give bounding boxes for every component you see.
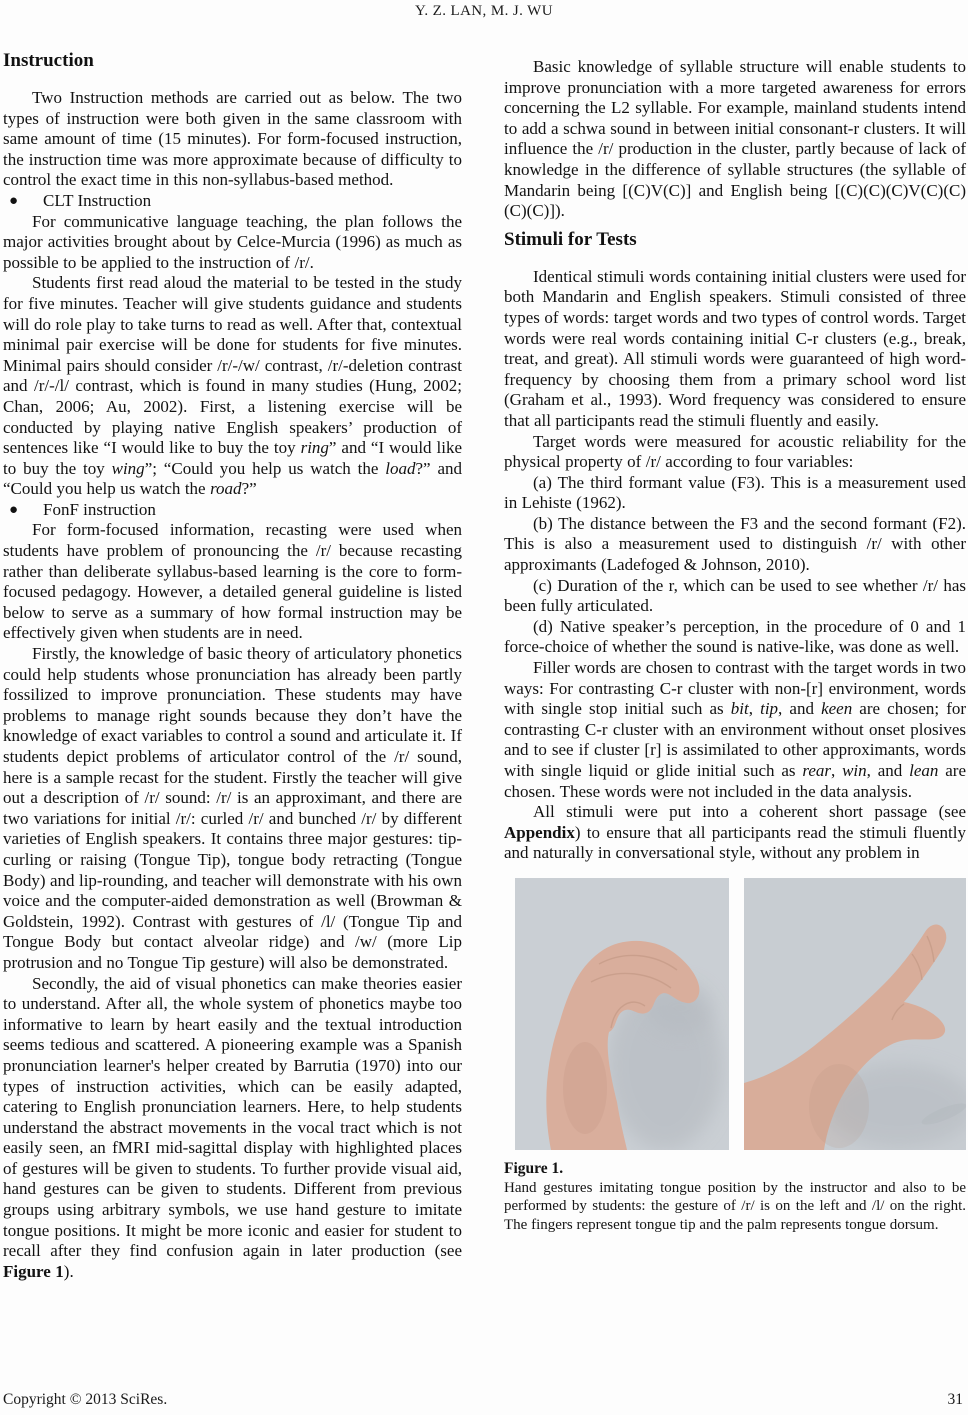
paragraph: (c) Duration of the r, which can be used to see whether /r/ has been fully articulated. — [504, 575, 966, 616]
bullet-item — [3, 191, 462, 212]
paragraph: Basic knowledge of syllable structure will enable students to improve pronunciation with a more targeted awareness for errors concerning the L2 syllable. For example, mainland students intend to add a schwa sound in between initial consonant-r clusters. It will influence the /r/ production in the cluster, partly because of lack of knowledge in the difference of syllable structures (the syllable of Mandarin being [(C)V(C)] and English being [(C)(C)(C)V(C)(C)(C)(C)]). — [504, 57, 966, 221]
hand-gesture-l-photo — [744, 878, 966, 1150]
paragraph: Secondly, the aid of visual phonetics can make theories easier to understand. After all, the whole system of phonetics maybe too informative to learn by heart easily and the textual introduction seems tedious and scattered. A pioneering example was a Spanish pronunciation learner's helper created by Barrutia (1970) into our types of instruction activities, which can be easily adapted, catering to English pronunciation learners. Here, to help students understand the abstract movements in the vocal tract which is not easily seen, an fMRI mid-sagittal display with highlighted places of gestures will be given to students. To further provide visual aid, hand gestures can be given to students. Different from previous groups using arbitrary symbols, we use hand gesture to imitate tongue positions. It might be more iconic and easier for student to recall after they find confusion again in later production (see Figure 1). — [3, 973, 462, 1281]
paragraph: Firstly, the knowledge of basic theory of articulatory phonetics could help students whose pronunciation has already been partly fossilized to improve pronunciation. These students may have problems to manage right sounds because they don’t have the knowledge of exact variables to control a sound and articulate it. If students depict problems of articulator control of the /r/ sound, here is a sample recast for the student. Firstly the teacher will give out a description of /r/ sound: /r/ is an approximant, and there are two variations for initial /r/: curled /r/ and bunched /r/ by different varieties of English speakers. It contains three major gestures: tip-curling or raising (Tongue Tip), tongue body retracting (Tongue Body) and lip-rounding, and teacher will demonstrate with his own voice and the computer-aided demonstration as well (Browman & Goldstein, 1992). Contrast with gestures of /l/ (Tongue Tip and Tongue Body but contact alveolar ridge) and /w/ (more Lip protrusion and no Tongue Tip gesture) will also be demonstrated. — [3, 644, 462, 972]
paragraph: (b) The distance between the F3 and the second formant (F2). This is also a measurement used to distinguish /r/ with other approximants (Ladefoged & Johnson, 2010). — [504, 513, 966, 575]
running-title: Y. Z. LAN, M. J. WU — [415, 3, 553, 19]
paragraph: Students first read aloud the material to be tested in the study for five minutes. Teacher will give students guidance and students will do role play to take turns to read as well. After that, contextual minimal pair exercise will be done for students for five minutes. Minimal pairs should consider /r/-/w/ contrast, /r/-deletion contrast and /r/-/l/ contrast, which is found in many studies (Hung, 2002; Chan, 2006; Au, 2002). First, a listening exercise will be conducted by playing native English speakers’ production of sentences like “I would like to buy the toy ring” and “I would like to buy the toy wing”; “Could you help us watch the load?” and “Could you help us watch the road?” — [3, 273, 463, 499]
right-column-text — [504, 57, 966, 864]
figure-1 — [504, 878, 966, 1234]
figure-caption: Hand gestures imitating tongue position by the instructor and also to be performed by students: the gesture of /r/ is on the left and /l/ on the right. The fingers represent tongue tip and the palm represents tongue dorsum. — [504, 1179, 966, 1233]
section-heading: Stimuli for Tests — [504, 228, 637, 250]
section-heading: Instruction — [3, 50, 94, 71]
bullet-label: CLT Instruction — [43, 190, 152, 210]
left-column — [3, 50, 462, 1282]
paragraph: Filler words are chosen to contrast with the target words in two ways: For contrasting C-r cluster with non-[r] environment, words with single stop initial such as bit, tip, and keen are chosen; for contrasting C-r cluster with an environment without onset plosives and to see if cluster [r] is assimilated to other approximants, words with single liquid or glide initial such as rear, win, and lean are chosen. These words were not included in the data analysis. — [504, 658, 967, 801]
paragraph: Target words were measured for acoustic reliability for the physical property of /r/ according to four variables: — [504, 431, 966, 472]
paragraph: For communicative language teaching, the plan follows the major activities brought about by Celce-Murcia (1996) as much as possible to be applied to the instruction of /r/. — [3, 211, 462, 272]
bullet-icon: ● — [9, 501, 19, 518]
figure-images — [504, 878, 966, 1150]
paragraph: Identical stimuli words containing initial clusters were used for both Mandarin and English speakers. Stimuli consisted of three types of words: target words and two types of control words. Target words were real words containing initial C-r clusters (e.g., break, treat, and great). All stimuli words were guaranteed of high word-frequency by choosing them from a primary school word list (Graham et al., 1993). Word frequency was considered to ensure that all participants read the stimuli fluently and easily. — [504, 266, 966, 430]
paragraph: Two Instruction methods are carried out as below. The two types of instruction were both given in the same classroom with same amount of time (15 minutes). For form-focused instruction, the instruction time was more approximate because of difficulty to control the exact time in this non-syllabus-based method. — [3, 88, 462, 190]
paragraph: (d) Native speaker’s perception, in the procedure of 0 and 1 force-choice of whether the sound is native-like, was done as well. — [504, 616, 966, 657]
page-number: 31 — [947, 1391, 963, 1408]
page-body — [3, 50, 966, 1282]
paragraph: For form-focused information, recasting were used when students have problem of pronouncing the /r/ because recasting rather than deliberate syllabus-based learning is the core to form-focused pedagogy. However, a detailed general guideline is listed below to serve as a summary of how formal instruction may be effectively given when students are in need. — [3, 520, 462, 643]
paragraph: (a) The third formant value (F3). This is a measurement used in Lehiste (1962). — [504, 472, 966, 513]
page-footer — [3, 1391, 963, 1409]
bullet-icon: ● — [9, 192, 19, 209]
bullet-item — [3, 500, 462, 521]
bullet-label: FonF instruction — [43, 499, 156, 519]
right-column — [504, 57, 966, 1234]
copyright-notice: Copyright © 2013 SciRes. — [3, 1391, 168, 1408]
hand-gesture-r-photo — [515, 878, 729, 1150]
paragraph: All stimuli were put into a coherent short passage (see Appendix) to ensure that all participants read the stimuli fluently and naturally in conversational style, without any problem in — [504, 802, 966, 863]
figure-label: Figure 1. — [504, 1159, 564, 1177]
